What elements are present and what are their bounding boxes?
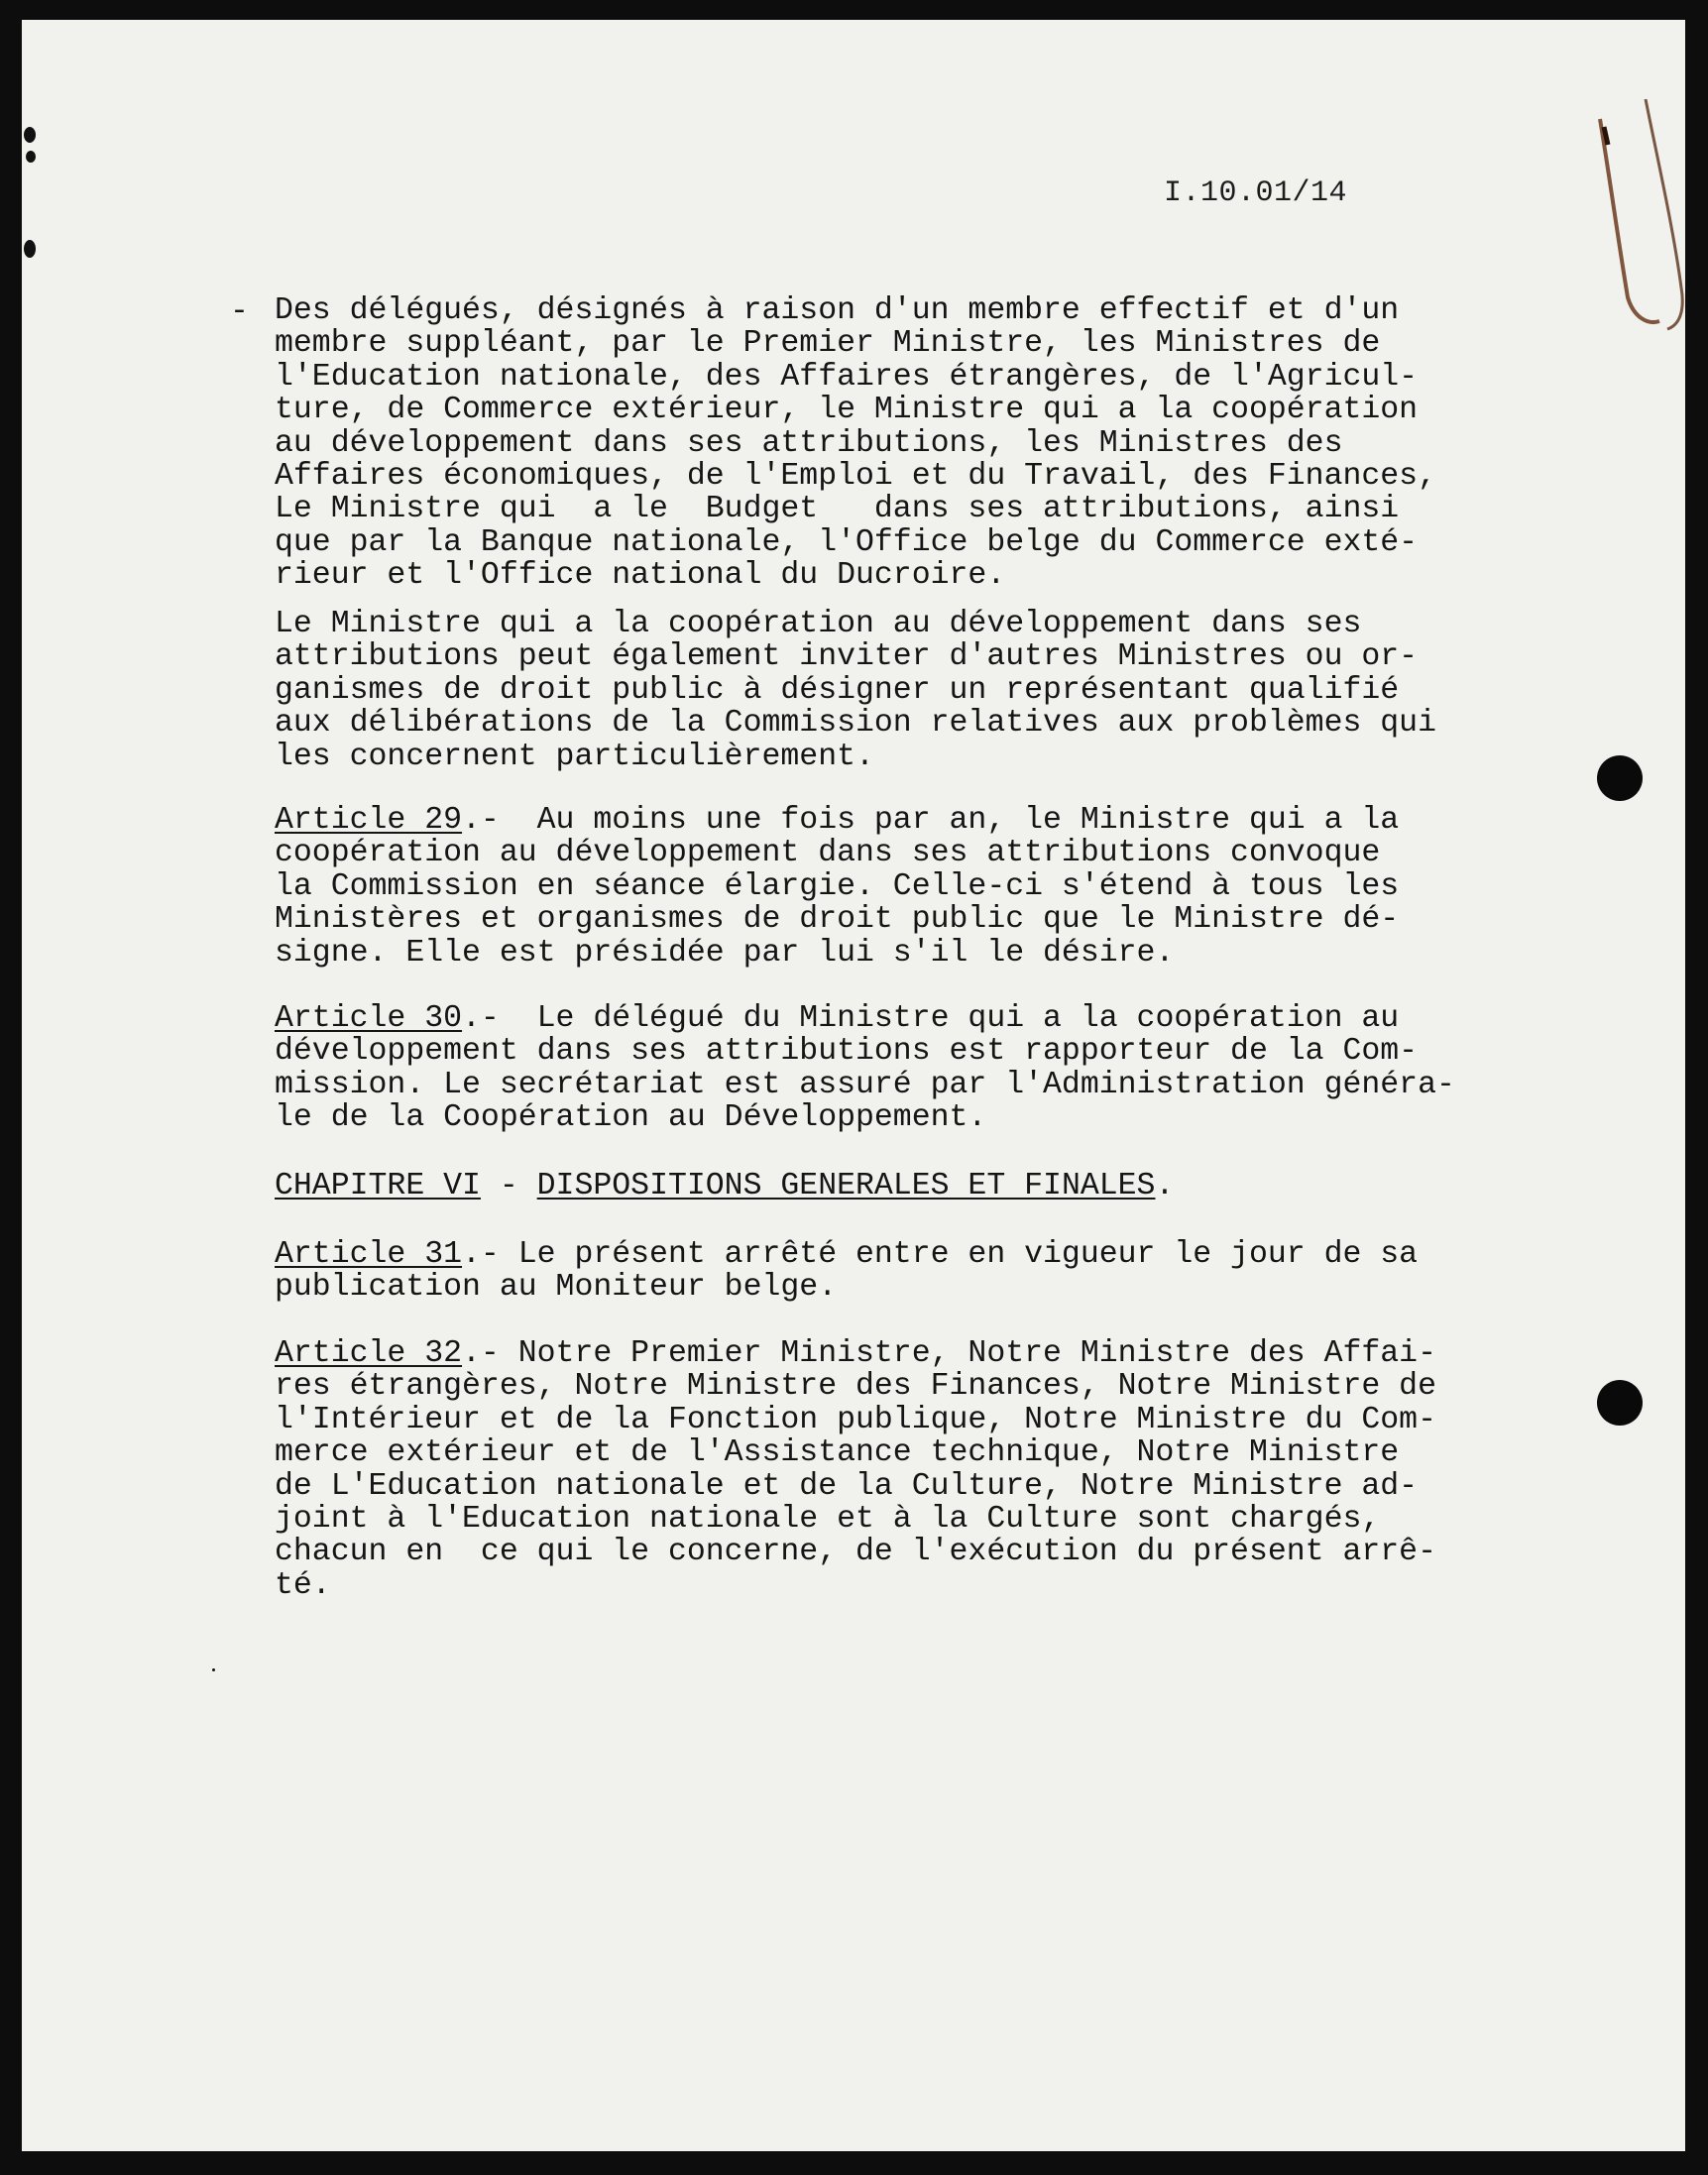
- chapter-line: [275, 1170, 1543, 1202]
- chapter-heading: [275, 1170, 1543, 1202]
- text-line: le de la Coopération au Développement.: [275, 1100, 987, 1136]
- text-line: Des délégués, désignés à raison d'un membre effectif et d'un: [275, 293, 1400, 328]
- text-line: Le Ministre qui a la coopération au développement dans ses: [275, 607, 1362, 641]
- article-first-line: [275, 1238, 1543, 1271]
- invite-paragraph: [275, 608, 1543, 773]
- text-line: ganismes de droit public à désigner un représentant qualifié: [275, 672, 1400, 708]
- text-line: signe. Elle est présidée par lui s'il le désire.: [275, 935, 1175, 971]
- text-line: rieur et l'Office national du Ducroire.: [275, 558, 1006, 594]
- text-line: que par la Banque nationale, l'Office belge du Commerce exté-: [275, 524, 1419, 560]
- article-32: [275, 1337, 1543, 1602]
- binder-mark-bottom: [24, 240, 36, 258]
- chapter-title: DISPOSITIONS GENERALES ET FINALES: [536, 1169, 1156, 1203]
- text-line: Affaires économiques, de l'Emploi et du Travail, des Finances,: [275, 459, 1436, 495]
- text-line: développement dans ses attributions est rapporteur de la Com-: [275, 1034, 1419, 1070]
- article-first-line: [275, 1337, 1543, 1370]
- article-31: [275, 1238, 1543, 1305]
- chapter-label: CHAPITRE VI: [275, 1169, 481, 1203]
- punch-hole-lower: [1597, 1380, 1643, 1426]
- text-line: aux délibérations de la Commission relatives aux problèmes qui: [275, 706, 1436, 742]
- chapter-separator: -: [480, 1169, 537, 1203]
- article-label: Article 31: [275, 1237, 463, 1272]
- document-reference: I.10.01/14: [1164, 176, 1348, 210]
- chapter-end: .: [1155, 1169, 1175, 1203]
- text-line: membre suppléant, par le Premier Ministre, les Ministres de: [275, 326, 1381, 362]
- article-label: Article 32: [275, 1336, 463, 1371]
- article-text: .- Le délégué du Ministre qui a la coopération au: [462, 1001, 1400, 1036]
- article-text: .- Notre Premier Ministre, Notre Ministre des Affai-: [462, 1336, 1436, 1371]
- article-29: [275, 804, 1543, 970]
- article-label: Article 30: [275, 1001, 463, 1036]
- text-line: attributions peut également inviter d'autres Ministres ou or-: [275, 639, 1419, 675]
- paper-speck: [212, 1668, 215, 1671]
- punch-hole-upper: [1597, 755, 1643, 801]
- article-text: .- Au moins une fois par an, le Ministre qui a la: [462, 803, 1400, 838]
- text-line: de L'Education nationale et de la Culture, Notre Ministre ad-: [275, 1468, 1419, 1504]
- text-line: Le Ministre qui a le Budget dans ses attributions, ainsi: [275, 492, 1400, 527]
- text-line: mission. Le secrétariat est assuré par l'Administration généra-: [275, 1067, 1455, 1102]
- text-line: ture, de Commerce extérieur, le Ministre qui a la coopération: [275, 393, 1419, 428]
- text-line: merce extérieur et de l'Assistance technique, Notre Ministre: [275, 1435, 1400, 1471]
- text-line: publication au Moniteur belge.: [275, 1270, 838, 1306]
- text-line: Ministères et organismes de droit public que le Ministre dé-: [275, 902, 1400, 938]
- article-text: .- Le présent arrêté entre en vigueur le jour de sa: [462, 1237, 1419, 1272]
- binder-mark-middle: [26, 151, 36, 163]
- delegates-paragraph: [275, 294, 1543, 593]
- text-line: l'Intérieur et de la Fonction publique, Notre Ministre du Com-: [275, 1402, 1436, 1437]
- article-first-line: [275, 1002, 1543, 1035]
- text-line: res étrangères, Notre Ministre des Finances, Notre Ministre de: [275, 1369, 1436, 1405]
- text-line: au développement dans ses attributions, les Ministres des: [275, 425, 1343, 461]
- binder-mark-top: [24, 127, 36, 143]
- text-line: joint à l'Education nationale et à la Culture sont chargés,: [275, 1502, 1381, 1538]
- text-line: l'Education nationale, des Affaires étrangères, de l'Agricul-: [275, 359, 1419, 395]
- list-dash: -: [230, 294, 249, 329]
- text-line: la Commission en séance élargie. Celle-ci s'étend à tous les: [275, 868, 1400, 904]
- article-first-line: [275, 804, 1543, 837]
- text-line: té.: [275, 1567, 331, 1603]
- text-line: les concernent particulièrement.: [275, 739, 874, 774]
- text-line: chacun en ce qui le concerne, de l'exécution du présent arrê-: [275, 1535, 1436, 1570]
- text-line: coopération au développement dans ses attributions convoque: [275, 836, 1381, 871]
- article-label: Article 29: [275, 803, 463, 838]
- article-30: [275, 1002, 1543, 1135]
- staple-rust-mark: [1588, 99, 1685, 337]
- document-page: [22, 20, 1685, 2151]
